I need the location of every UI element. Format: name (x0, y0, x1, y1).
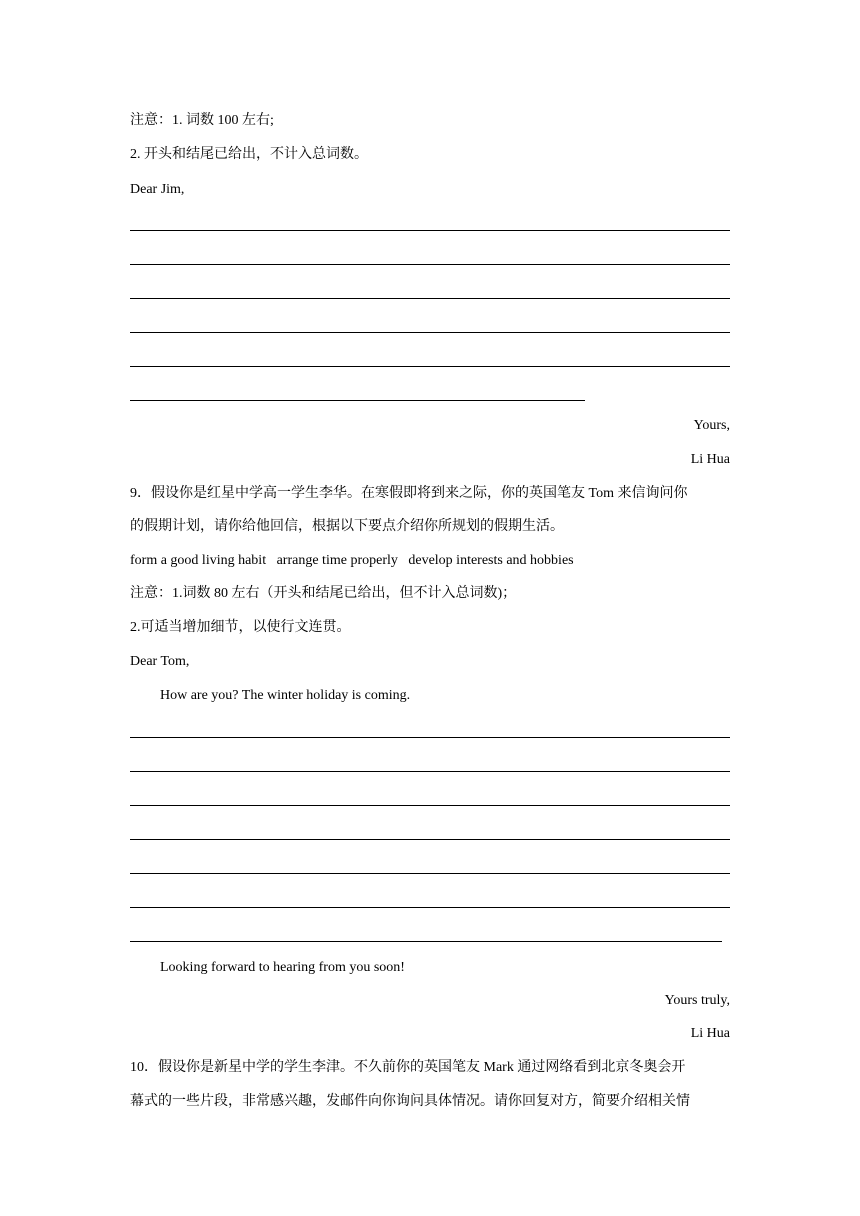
writing-line[interactable] (130, 907, 730, 908)
writing-line[interactable] (130, 366, 730, 367)
question-9-note-1: 注意：1.词数 80 左右（开头和结尾已给出，但不计入总词数)； (130, 586, 517, 601)
question-9-note-2: 2.可适当增加细节，以使行文连贯。 (130, 620, 351, 635)
writing-line[interactable] (130, 298, 730, 299)
question-9-signature: Li Hua (690, 1026, 730, 1041)
writing-line[interactable] (130, 805, 730, 806)
section8-greeting: Dear Jim, (130, 182, 185, 197)
writing-line[interactable] (130, 332, 730, 333)
section8-closing: Yours, (693, 418, 730, 433)
question-9-opening: How are you? The winter holiday is coming. (160, 688, 411, 703)
question-9-prompt-line-1: 9．假设你是红星中学高一学生李华。在寒假即将到来之际，你的英国笔友 Tom 来信询问你 (130, 486, 688, 501)
writing-line-short[interactable] (130, 941, 722, 942)
writing-line[interactable] (130, 771, 730, 772)
writing-line-short[interactable] (130, 400, 585, 401)
question-9-ending: Looking forward to hearing from you soon! (160, 960, 405, 975)
question-10-prompt-line-2: 幕式的一些片段，非常感兴趣，发邮件向你询问具体情况。请你回复对方，简要介绍相关情 (130, 1094, 690, 1109)
writing-line[interactable] (130, 264, 730, 265)
question-9-closing: Yours truly, (664, 993, 730, 1008)
question-9-greeting: Dear Tom, (130, 654, 190, 669)
writing-line[interactable] (130, 737, 730, 738)
writing-line[interactable] (130, 839, 730, 840)
section8-note-1: 注意：1. 词数 100 左右; (130, 113, 274, 128)
section8-signature: Li Hua (690, 452, 730, 467)
writing-line[interactable] (130, 230, 730, 231)
section8-note-2: 2. 开头和结尾已给出，不计入总词数。 (130, 147, 368, 162)
writing-line[interactable] (130, 873, 730, 874)
question-10-prompt-line-1: 10．假设你是新星中学的学生李津。不久前你的英国笔友 Mark 通过网络看到北京冬奥会开 (130, 1060, 686, 1075)
question-9-key-points: form a good living habit arrange time properly develop interests and hobbies (130, 553, 574, 568)
question-9-prompt-line-2: 的假期计划，请你给他回信，根据以下要点介绍你所规划的假期生活。 (130, 519, 564, 534)
